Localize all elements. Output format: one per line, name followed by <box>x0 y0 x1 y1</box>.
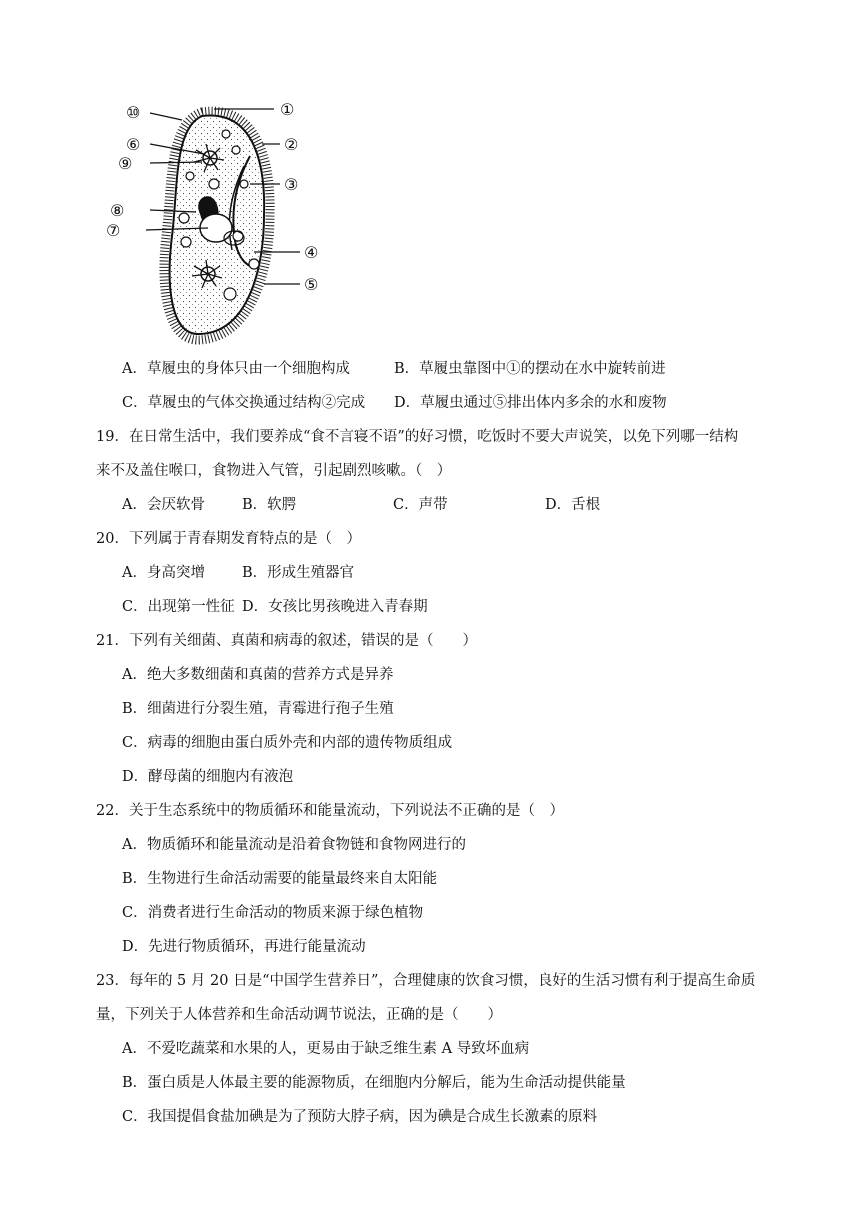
label-1: ① <box>280 100 295 119</box>
q19-option-b: B．软腭 <box>242 497 297 513</box>
label-2: ② <box>284 135 299 154</box>
q20-stem: 20．下列属于青春期发育特点的是（ ） <box>96 531 361 547</box>
label-5: ⑤ <box>304 275 319 294</box>
q22-option-c: C．消费者进行生命活动的物质来源于绿色植物 <box>122 905 424 921</box>
q23-stem-line1: 23．每年的 5 月 20 日是“中国学生营养日”，合理健康的饮食习惯，良好的生活习惯有利于提高生命质 <box>96 973 756 989</box>
q22-option-b: B．生物进行生命活动需要的能量最终来自太阳能 <box>122 871 438 887</box>
q23-stem-line2: 量，下列关于人体营养和生命活动调节说法，正确的是（ ） <box>96 1007 502 1023</box>
label-7: ⑦ <box>106 221 121 240</box>
label-6: ⑥ <box>126 135 141 154</box>
q18-option-a: A．草履虫的身体只由一个细胞构成 <box>122 361 350 377</box>
q21-option-b: B．细菌进行分裂生殖，青霉进行孢子生殖 <box>122 701 394 717</box>
q20-option-d: D．女孩比男孩晚进入青春期 <box>242 599 428 615</box>
q20-row-cd <box>122 597 428 617</box>
q19-stem-line1: 19．在日常生活中，我们要养成“食不言寝不语”的好习惯，吃饭时不要大声说笑，以免下列哪一结构 <box>96 429 739 445</box>
label-8: ⑧ <box>110 201 125 220</box>
label-10: ⑩ <box>126 103 141 122</box>
q22-option-a: A．物质循环和能量流动是沿着食物链和食物网进行的 <box>122 837 466 853</box>
label-3: ③ <box>284 175 299 194</box>
q21-option-a: A．绝大多数细菌和真菌的营养方式是异养 <box>122 667 394 683</box>
q21-option-d: D．酵母菌的细胞内有液泡 <box>122 769 294 785</box>
paramecium-diagram <box>104 96 344 352</box>
q23-option-c: C．我国提倡食盐加碘是为了预防大脖子病，因为碘是合成生长激素的原料 <box>122 1109 598 1125</box>
paramecium-cell <box>164 111 270 340</box>
q18-option-c: C．草履虫的气体交换通过结构②完成 <box>122 395 366 411</box>
q18-option-d: D．草履虫通过⑤排出体内多余的水和废物 <box>394 395 667 411</box>
q21-option-c: C．病毒的细胞由蛋白质外壳和内部的遗传物质组成 <box>122 735 453 751</box>
label-4: ④ <box>304 243 319 262</box>
q19-stem-line2: 来不及盖住喉口，食物进入气管，引起剧烈咳嗽。（ ） <box>96 463 452 479</box>
q20-option-b: B．形成生殖器官 <box>242 565 355 581</box>
q22-option-d: D．先进行物质循环，再进行能量流动 <box>122 939 366 955</box>
q20-row-ab <box>122 563 354 583</box>
q18-row-cd <box>122 393 667 413</box>
q18-row-ab <box>122 359 666 379</box>
q23-option-b: B．蛋白质是人体最主要的能源物质，在细胞内分解后，能为生命活动提供能量 <box>122 1075 626 1091</box>
q19-option-d: D．舌根 <box>545 497 601 513</box>
q21-stem: 21．下列有关细菌、真菌和病毒的叙述，错误的是（ ） <box>96 633 477 649</box>
q19-option-c: C．声带 <box>393 497 448 513</box>
q20-option-a: A．身高突增 <box>122 565 205 581</box>
q19-options <box>122 495 600 515</box>
q19-option-a: A．会厌软骨 <box>122 497 205 513</box>
q20-option-c: C．出现第一性征 <box>122 599 235 615</box>
label-9: ⑨ <box>118 154 133 173</box>
q23-option-a: A．不爱吃蔬菜和水果的人，更易由于缺乏维生素 A 导致坏血病 <box>122 1041 530 1057</box>
q18-option-b: B．草履虫靠图中①的摆动在水中旋转前进 <box>394 361 666 377</box>
q22-stem: 22．关于生态系统中的物质循环和能量流动，下列说法不正确的是（ ） <box>96 803 564 819</box>
